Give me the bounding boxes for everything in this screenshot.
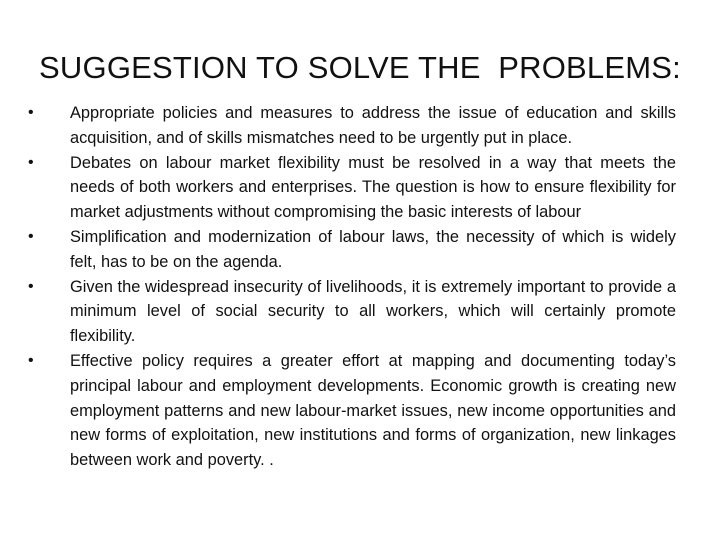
bullet-icon: • [28, 153, 34, 171]
bullet-icon: • [28, 277, 34, 295]
bullet-list [28, 101, 676, 473]
bullet-item-social-security [28, 275, 676, 349]
bullet-item-labour-laws [28, 225, 676, 275]
bullet-icon: • [28, 104, 34, 121]
bullet-item-effective-policy [28, 349, 676, 473]
bullet-icon: • [28, 351, 34, 369]
bullet-text: Debates on labour market flexibility must be resolved in a way that meets the needs of both workers and enterprises. The question is how to ensure flexibility for market adjustments without compromising the basic interests of labour [70, 153, 676, 222]
bullet-icon: • [28, 227, 34, 245]
bullet-text: Appropriate policies and measures to address the issue of education and skills acquisition, and of skills mismatches need to be urgently put in place. [70, 104, 676, 147]
bullet-item-education [28, 101, 676, 151]
bullet-item-flexibility [28, 151, 676, 225]
bullet-text: Simplification and modernization of labour laws, the necessity of which is widely felt, has to be on the agenda. [70, 227, 676, 271]
bullet-text: Given the widespread insecurity of livelihoods, it is extremely important to provide a minimum level of social security to all workers, which will certainly promote flexibility. [70, 277, 676, 346]
bullet-text: Effective policy requires a greater effort at mapping and documenting today’s principal labour and employment developments. Economic growth is creating new employment patterns and new labour-market issues, new income opportunities and new forms of exploitation, new institutions and forms of organization, new linkages between work and poverty. . [70, 351, 676, 470]
slide-title: SUGGESTION TO SOLVE THE PROBLEMS: [39, 50, 681, 85]
